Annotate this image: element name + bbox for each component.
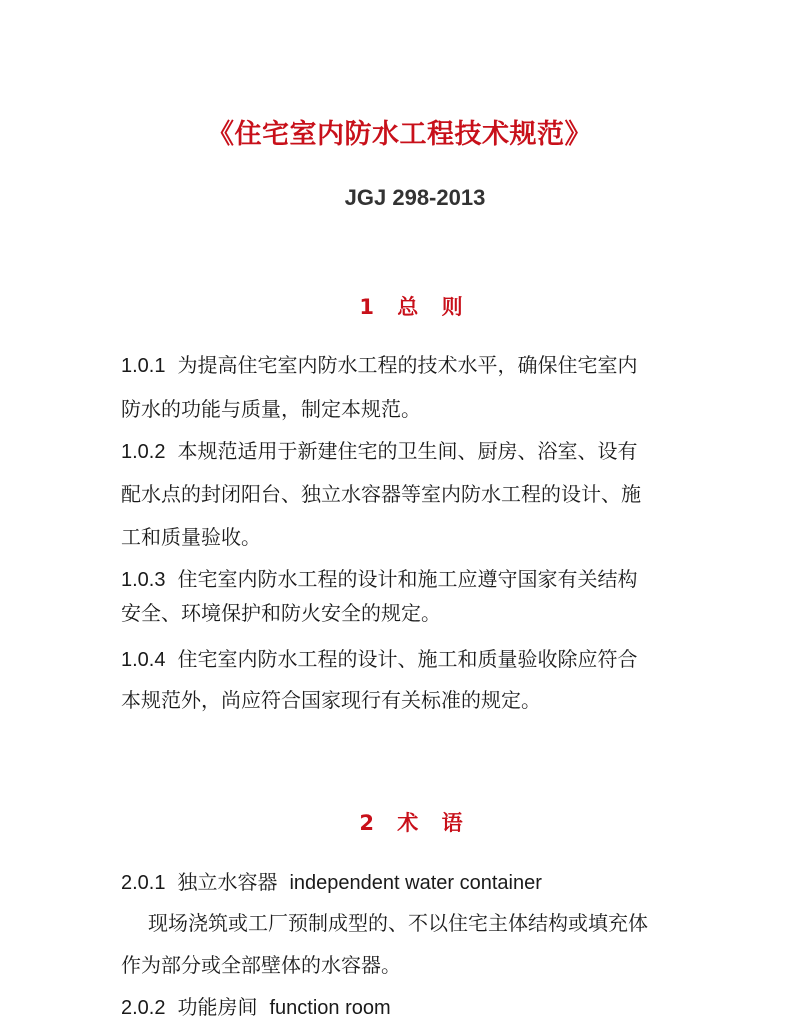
clause-1-0-3-line-2: 安全、环境保护和防火安全的规定。: [121, 601, 441, 625]
clause-1-0-4-line-2: 本规范外，尚应符合国家现行有关标准的规定。: [121, 688, 541, 712]
chapter-1-heading: 1 总 则: [359, 295, 471, 319]
term-zh: 功能房间: [177, 995, 258, 1019]
term-number: 2.0.2: [121, 997, 166, 1019]
clause-1-0-2-line-3: 工和质量验收。: [121, 525, 261, 549]
clause-number: 1.0.1: [121, 355, 166, 377]
clause-1-0-4-line-1: [121, 646, 637, 673]
clause-1-0-3-line-1: [121, 566, 637, 593]
clause-1-0-2-line-2: 配水点的封闭阳台、独立水容器等室内防水工程的设计、施: [121, 482, 641, 506]
term-zh: 独立水容器: [177, 870, 278, 894]
clause-number: 1.0.2: [121, 441, 166, 463]
clause-1-0-1-line-2: 防水的功能与质量，制定本规范。: [121, 397, 421, 421]
term-2-0-1-heading: [121, 869, 542, 896]
term-en: function room: [269, 997, 391, 1019]
term-2-0-1-def-line-1: 现场浇筑或工厂预制成型的、不以住宅主体结构或填充体: [148, 911, 648, 935]
document-title: 《住宅室内防水工程技术规范》: [207, 119, 592, 150]
term-2-0-2-heading: [121, 994, 391, 1021]
term-number: 2.0.1: [121, 872, 166, 894]
clause-text: 住宅室内防水工程的设计和施工应遵守国家有关结构: [177, 567, 638, 591]
chapter-2-heading: 2 术 语: [359, 811, 471, 835]
clause-text: 住宅室内防水工程的设计、施工和质量验收除应符合: [177, 647, 638, 671]
clause-number: 1.0.3: [121, 569, 166, 591]
clause-text: 本规范适用于新建住宅的卫生间、厨房、浴室、设有: [177, 439, 638, 463]
clause-text: 为提高住宅室内防水工程的技术水平，确保住宅室内: [177, 353, 638, 377]
standard-code: JGJ 298-2013: [344, 185, 486, 210]
term-en: independent water container: [289, 872, 542, 894]
term-2-0-1-def-line-2: 作为部分或全部壁体的水容器。: [121, 953, 401, 977]
clause-number: 1.0.4: [121, 649, 166, 671]
clause-1-0-2-line-1: [121, 438, 637, 465]
clause-1-0-1-line-1: [121, 352, 637, 379]
